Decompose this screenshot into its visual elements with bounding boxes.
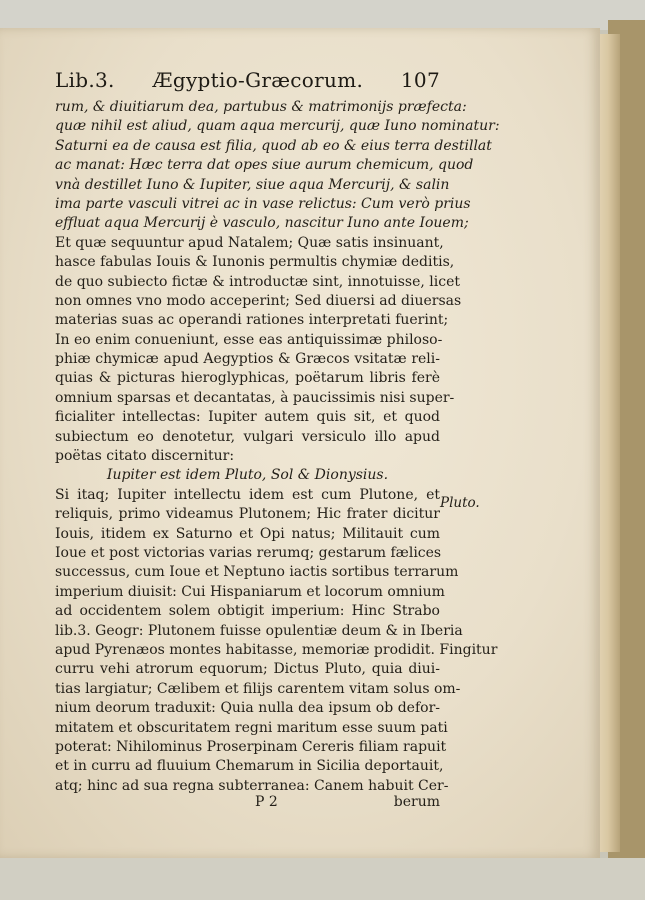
text-line: successus, cum Ioue et Neptuno iactis sortibus terrarum	[55, 564, 459, 581]
text-line: ac manat: Hæc terra dat opes siue aurum chemicum, quod	[55, 157, 474, 174]
text-line: nium deorum traduxit: Quia nulla dea ipsum ob defor-	[55, 700, 440, 717]
text-line: Iupiter est idem Pluto, Sol & Dionysius.	[106, 467, 389, 484]
text-line: poëtas citato discernitur:	[55, 448, 235, 465]
margin-note-pluto: Pluto.	[440, 495, 480, 511]
text-line: de quo subiecto fictæ & introductæ sint, innotuisse, licet	[55, 273, 460, 290]
page-footer	[55, 794, 440, 814]
scan-background-bottom	[0, 858, 645, 900]
book-page	[0, 28, 600, 858]
signature-mark: P 2	[255, 794, 278, 810]
text-line: Saturni ea de causa est filia, quod ab eo & eius terra destillat	[55, 137, 492, 154]
text-line: poterat: Nihilominus Proserpinam Cereris filiam rapuit	[55, 738, 447, 755]
text-line: Si itaq; Iupiter intellectu idem est cum Plutone, et	[55, 486, 440, 503]
catchword: berum	[393, 794, 440, 810]
text-line: tias largiatur; Cælibem et filijs carentem vitam solus om-	[55, 680, 461, 697]
text-line: et in curru ad fluuium Chemarum in Sicilia deportauit,	[55, 758, 444, 775]
text-line: materias suas ac operandi rationes interpretati fuerint;	[55, 312, 449, 329]
text-line: hasce fabulas Iouis & Iunonis permultis chymiæ deditis,	[55, 254, 455, 271]
page-number: 107	[400, 68, 440, 92]
text-line: lib.3. Geogr: Plutonem fuisse opulentiæ deum & in Iberia	[55, 622, 463, 639]
running-head	[55, 68, 440, 92]
text-line: phiæ chymicæ apud Aegyptios & Græcos vsitatæ reli-	[55, 351, 440, 368]
body-text	[55, 98, 500, 796]
text-line: subiectum eo denotetur, vulgari versiculo illo apud	[55, 428, 440, 445]
text-line: ficialiter intellectas: Iupiter autem quis sit, et quod	[55, 409, 440, 426]
text-line: non omnes vno modo acceperint; Sed diuersi ad diuersas	[55, 292, 462, 309]
text-line: omnium sparsas et decantatas, à paucissimis nisi super-	[55, 389, 455, 406]
text-line: imperium diuisit: Cui Hispaniarum et locorum omnium	[55, 583, 445, 600]
text-block	[55, 68, 500, 796]
text-line: quias & picturas hieroglyphicas, poëtarum libris ferè	[55, 370, 440, 387]
text-line: Iouis, itidem ex Saturno et Opi natus; Militauit cum	[55, 525, 440, 542]
text-line: Ioue et post victorias varias rerumq; gestarum fælices	[55, 544, 442, 561]
text-line: Et quæ sequuntur apud Natalem; Quæ satis insinuant,	[55, 234, 444, 251]
text-line: reliquis, primo videamus Plutonem; Hic frater dicitur	[55, 506, 440, 523]
text-line: mitatem et obscuritatem regni maritum esse suum pati	[55, 719, 448, 736]
scan-background-top	[0, 0, 645, 30]
running-title: Ægyptio-Græcorum.	[152, 68, 364, 92]
text-line: effluat aqua Mercurij è vasculo, nascitur Iuno ante Iouem;	[55, 215, 469, 232]
text-line: quæ nihil est aliud, quam aqua mercurij, quæ Iuno nominatur:	[55, 118, 500, 135]
book-number: Lib.3.	[55, 68, 115, 92]
text-line: apud Pyrenæos montes habitasse, memoriæ prodidit. Fingitur	[55, 641, 498, 658]
text-line: atq; hinc ad sua regna subterranea: Canem habuit Cer-	[55, 777, 449, 794]
text-line: vnà destillet Iuno & Iupiter, siue aqua Mercurij, & salin	[55, 176, 450, 193]
text-line: ima parte vasculi vitrei ac in vase relictus: Cum verò prius	[55, 195, 471, 212]
text-line: rum, & diuitiarum dea, partubus & matrimonijs præfecta:	[55, 99, 467, 115]
text-line: curru vehi atrorum equorum; Dictus Pluto, quia diui-	[55, 661, 440, 678]
text-line: In eo enim conueniunt, esse eas antiquissimæ philoso-	[55, 331, 443, 348]
text-line: ad occidentem solem obtigit imperium: Hinc Strabo	[55, 603, 440, 620]
